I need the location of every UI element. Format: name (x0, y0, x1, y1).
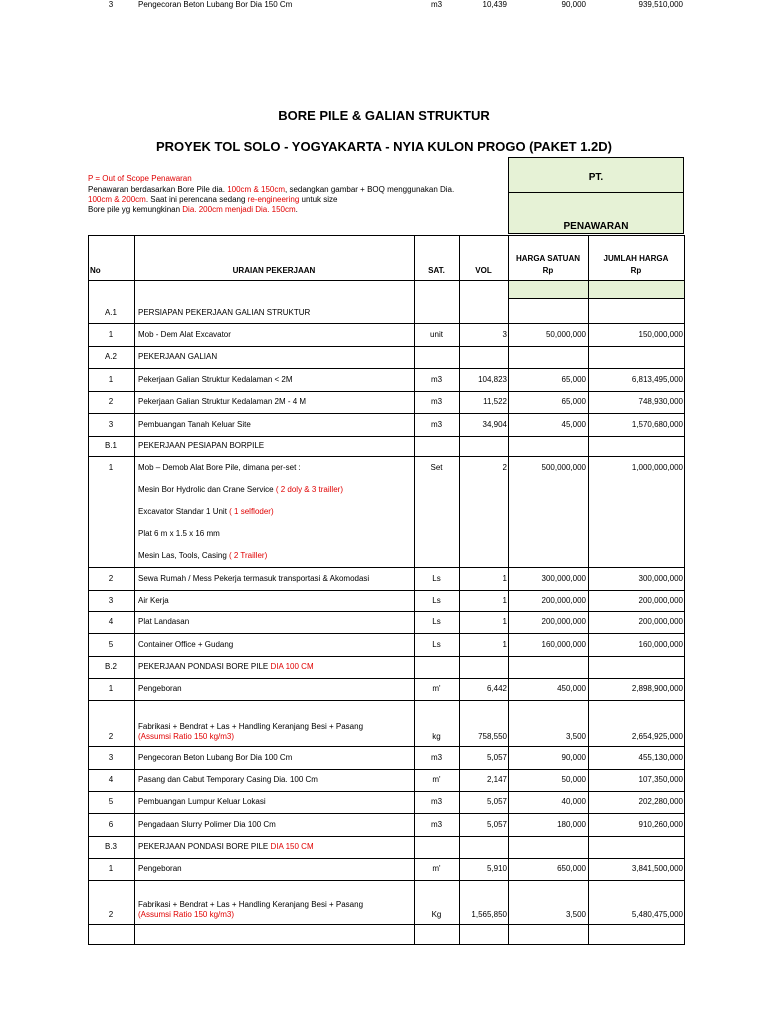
row-vol: 5,057 (486, 820, 507, 829)
row-no: 1 (108, 684, 114, 693)
row-no: 2 (108, 732, 114, 741)
row-description (138, 0, 292, 10)
description-note: ( 2 doly & 3 trailler) (275, 485, 343, 494)
row-vol: 11,522 (483, 397, 507, 406)
description-text: Pengeboran (138, 684, 182, 693)
row-no: 2 (108, 397, 114, 406)
offer-divider (508, 192, 684, 193)
description-text: PEKERJAAN GALIAN (138, 352, 218, 361)
description-text: Air Kerja (138, 596, 169, 605)
row-jumlah: 202,280,000 (638, 797, 683, 806)
description-text: Pekerjaan Galian Struktur Kedalaman < 2M (138, 375, 293, 384)
description-text: Container Office + Gudang (138, 640, 234, 649)
row-description (138, 397, 306, 407)
row-vol: 3 (502, 330, 507, 339)
row-description (138, 617, 189, 627)
table-row-line (88, 700, 685, 701)
offer-header-band (508, 281, 684, 298)
row-sat: Ls (432, 617, 441, 626)
note-line-3: 100cm & 200cm. Saat ini perencana sedang re-engineering untuk size (88, 195, 338, 204)
description-text: Fabrikasi + Bendrat + Las + Handling Keranjang Besi + Pasang (138, 900, 364, 909)
row-vol: 5,057 (486, 753, 507, 762)
table-row-line (88, 346, 685, 347)
row-jumlah: 150,000,000 (638, 330, 683, 339)
row-vol: 5,057 (486, 797, 507, 806)
row-vol: 34,904 (482, 420, 507, 429)
row-jumlah: 910,260,000 (638, 820, 683, 829)
row-description (138, 596, 169, 606)
row-sat: m3 (430, 820, 443, 829)
row-no: B.3 (104, 842, 117, 851)
row-vol: 1 (502, 574, 507, 583)
row-vol: 758,550 (478, 732, 507, 741)
table-row-line (88, 567, 685, 568)
row-description (138, 775, 318, 785)
table-row-line (88, 836, 685, 837)
table-row-line (88, 456, 685, 457)
row-harga: 450,000 (557, 684, 586, 693)
table-row-line (88, 769, 685, 770)
row-no: 3 (108, 0, 114, 9)
description-text: Mesin Las, Tools, Casing (138, 551, 230, 560)
row-no: 4 (108, 617, 114, 626)
note-line-2: Penawaran berdasarkan Bore Pile dia. 100cm & 150cm, sedangkan gambar + BOQ menggunakan Dia. (88, 185, 455, 194)
row-sat: m3 (430, 753, 443, 762)
row-no: 3 (108, 420, 114, 429)
row-no: 5 (108, 640, 114, 649)
description-text: PERSIAPAN PEKERJAAN GALIAN STRUKTUR (138, 308, 311, 317)
row-no: 2 (108, 574, 114, 583)
row-sat: Kg (431, 910, 442, 919)
row-harga: 65,000 (561, 397, 586, 406)
row-harga: 50,000,000 (545, 330, 586, 339)
table-row-line (88, 858, 685, 859)
description-text: Pembuangan Lumpur Keluar Lokasi (138, 797, 266, 806)
note-line-4: Bore pile yg kemungkinan Dia. 200cm menjadi Dia. 150cm. (88, 205, 298, 214)
row-sat: m' (432, 864, 441, 873)
row-jumlah: 3,841,500,000 (631, 864, 683, 873)
row-vol: 1,565,850 (471, 910, 507, 919)
table-header-top (88, 235, 685, 236)
row-vol: 5,910 (486, 864, 507, 873)
description-text: Mesin Bor Hydrolic dan Crane Service (138, 485, 276, 494)
row-sat: m' (432, 684, 441, 693)
row-jumlah: 2,654,925,000 (631, 732, 683, 741)
row-sat: m3 (430, 375, 443, 384)
row-sat: m3 (430, 397, 443, 406)
col-header-jumlah: JUMLAH HARGA (603, 254, 669, 263)
table-row-line (88, 323, 685, 324)
row-sat: m3 (430, 797, 443, 806)
col-header-jumlah-rp: Rp (630, 266, 642, 275)
table-row-line (88, 880, 685, 881)
row-jumlah: 1,000,000,000 (631, 463, 683, 472)
row-no: A.1 (104, 308, 117, 317)
offer-company: PT. (588, 172, 604, 183)
description-text: Pengadaan Slurry Polimer Dia 100 Cm (138, 820, 276, 829)
description-text: Sewa Rumah / Mess Pekerja termasuk transportasi & Akomodasi (138, 574, 370, 583)
section-title (138, 352, 217, 362)
row-no: B.2 (104, 662, 117, 671)
row-harga: 65,000 (561, 375, 586, 384)
description-note: ( 1 selfloder) (229, 507, 274, 516)
section-title (138, 662, 314, 672)
table-row-line (88, 656, 685, 657)
description-text: Pengecoran Beton Lubang Bor Dia 100 Cm (138, 753, 293, 762)
section-title (138, 441, 264, 451)
row-jumlah: 200,000,000 (638, 596, 683, 605)
row-no: 1 (108, 330, 114, 339)
row-no: 1 (108, 375, 114, 384)
row-jumlah: 6,813,495,000 (631, 375, 683, 384)
row-no: 3 (108, 596, 114, 605)
description-text: PEKERJAAN PONDASI BORE PILE (138, 842, 271, 851)
table-band-bottom (508, 298, 685, 299)
row-vol: 2 (502, 463, 507, 472)
row-harga: 3,500 (565, 732, 586, 741)
row-jumlah: 5,480,475,000 (631, 910, 683, 919)
row-sat: m3 (430, 0, 443, 9)
row-harga: 45,000 (561, 420, 586, 429)
row-description (138, 753, 292, 763)
row-sat: Ls (432, 596, 441, 605)
table-row-line (88, 436, 685, 437)
project-title: PROYEK TOL SOLO - YOGYAKARTA - NYIA KULON PROGO (PAKET 1.2D) (155, 139, 612, 154)
row-description (138, 375, 293, 385)
row-no: 1 (108, 864, 114, 873)
row-no: A.2 (104, 352, 117, 361)
row-vol: 10,439 (482, 0, 507, 9)
row-description (138, 529, 220, 539)
table-bottom (88, 944, 685, 945)
row-harga: 3,500 (565, 910, 586, 919)
row-harga: 650,000 (557, 864, 586, 873)
row-vol: 1 (502, 617, 507, 626)
row-harga: 160,000,000 (541, 640, 586, 649)
table-row-line (88, 368, 685, 369)
description-note: DIA 100 CM (270, 662, 314, 671)
description-text: Pembuangan Tanah Keluar Site (138, 420, 251, 429)
row-sat: unit (430, 330, 443, 339)
description-text: Pengeboran (138, 864, 182, 873)
row-harga: 200,000,000 (541, 596, 586, 605)
document-title: BORE PILE & GALIAN STRUKTUR (278, 108, 490, 123)
row-jumlah: 2,898,900,000 (631, 684, 683, 693)
row-sat: m' (432, 775, 441, 784)
table-row-line (88, 924, 685, 925)
row-description (138, 507, 274, 517)
description-note: ( 2 Trailler) (229, 551, 268, 560)
row-vol: 6,442 (486, 684, 507, 693)
description-text: PEKERJAAN PESIAPAN BORPILE (138, 441, 265, 450)
row-description (138, 463, 301, 473)
row-jumlah: 160,000,000 (638, 640, 683, 649)
section-title (138, 308, 310, 318)
row-sat: Ls (432, 640, 441, 649)
table-row-line (88, 633, 685, 634)
table-header-bottom (88, 280, 685, 281)
row-harga: 300,000,000 (541, 574, 586, 583)
description-note: (Assumsi Ratio 150 kg/m3) (138, 732, 235, 741)
row-sat: Ls (432, 574, 441, 583)
row-jumlah: 107,350,000 (638, 775, 683, 784)
row-description (138, 684, 182, 694)
row-no: B.1 (104, 441, 117, 450)
row-harga: 200,000,000 (541, 617, 586, 626)
row-vol: 104,823 (478, 375, 507, 384)
description-text: Mob – Demob Alat Bore Pile, dimana per-set : (138, 463, 301, 472)
col-header-harga: HARGA SATUAN (516, 254, 580, 263)
description-text: Plat 6 m x 1.5 x 16 mm (138, 529, 220, 538)
description-text: Pekerjaan Galian Struktur Kedalaman 2M - 4 M (138, 397, 307, 406)
section-title (138, 842, 314, 852)
row-no: 3 (108, 753, 114, 762)
offer-label: PENAWARAN (563, 221, 629, 232)
row-harga: 90,000 (561, 0, 586, 9)
table-row-line (88, 611, 685, 612)
table-row-line (88, 746, 685, 747)
row-no: 6 (108, 820, 114, 829)
row-description (138, 420, 251, 430)
description-text: Fabrikasi + Bendrat + Las + Handling Keranjang Besi + Pasang (138, 722, 364, 731)
row-vol: 2,147 (486, 775, 507, 784)
row-jumlah: 455,130,000 (638, 753, 683, 762)
table-row-line (88, 391, 685, 392)
table-row-line (88, 678, 685, 679)
description-text: Mob - Dem Alat Excavator (138, 330, 231, 339)
table-row-line (88, 791, 685, 792)
row-no: 5 (108, 797, 114, 806)
row-no: 2 (108, 910, 114, 919)
table-row-line (88, 413, 685, 414)
row-description (138, 330, 231, 340)
note-line-1: P = Out of Scope Penawaran (88, 174, 192, 183)
row-description (138, 820, 276, 830)
col-header-vol: VOL (475, 266, 492, 275)
description-text: Pasang dan Cabut Temporary Casing Dia. 100 Cm (138, 775, 318, 784)
col-header-no: No (90, 266, 101, 275)
description-text: Pengecoran Beton Lubang Bor Dia 150 Cm (138, 0, 293, 9)
row-description (138, 797, 266, 807)
row-vol: 1 (502, 596, 507, 605)
description-note: DIA 150 CM (270, 842, 314, 851)
row-harga: 50,000 (561, 775, 586, 784)
row-description (138, 864, 182, 874)
description-text: Excavator Standar 1 Unit (138, 507, 230, 516)
row-harga: 180,000 (557, 820, 586, 829)
row-description (138, 574, 369, 584)
description-text: Plat Landasan (138, 617, 190, 626)
col-header-sat: SAT. (428, 266, 445, 275)
row-sat: Set (430, 463, 443, 472)
row-vol: 1 (502, 640, 507, 649)
row-description (138, 900, 363, 920)
row-jumlah: 200,000,000 (638, 617, 683, 626)
row-jumlah: 939,510,000 (638, 0, 683, 9)
row-description (138, 722, 363, 742)
table-row-line (88, 813, 685, 814)
row-description (138, 640, 233, 650)
description-text: PEKERJAAN PONDASI BORE PILE (138, 662, 271, 671)
col-header-uraian: URAIAN PEKERJAAN (232, 266, 316, 275)
row-sat: m3 (430, 420, 443, 429)
row-description (138, 485, 343, 495)
description-note: (Assumsi Ratio 150 kg/m3) (138, 910, 235, 919)
row-no: 1 (108, 463, 114, 472)
row-jumlah: 300,000,000 (638, 574, 683, 583)
row-harga: 500,000,000 (541, 463, 586, 472)
row-harga: 40,000 (561, 797, 586, 806)
row-jumlah: 748,930,000 (638, 397, 683, 406)
table-row-line (88, 590, 685, 591)
row-no: 4 (108, 775, 114, 784)
row-sat: kg (432, 732, 441, 741)
row-harga: 90,000 (561, 753, 586, 762)
row-jumlah: 1,570,680,000 (631, 420, 683, 429)
col-header-harga-rp: Rp (542, 266, 554, 275)
row-description (138, 551, 267, 561)
